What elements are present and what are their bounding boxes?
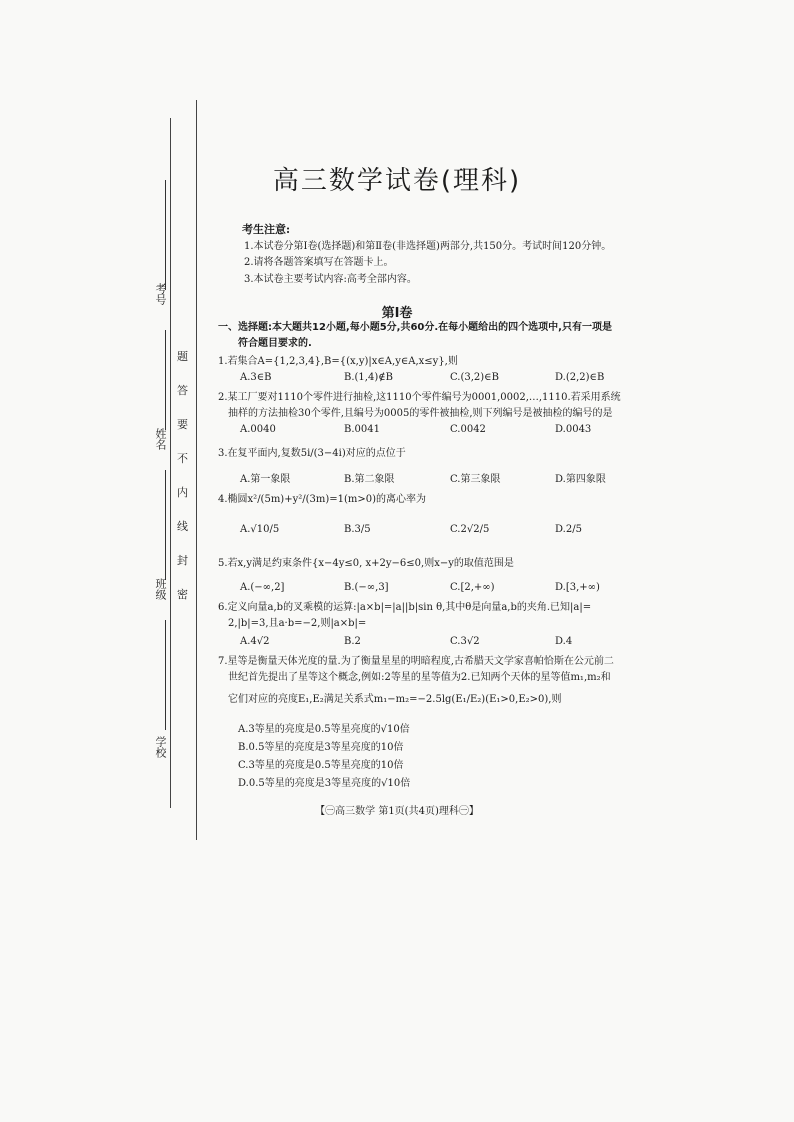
question-3 (218, 446, 658, 462)
question-3-options (240, 470, 660, 484)
option-a: A.第一象限 (240, 474, 291, 485)
option-d: D.4 (555, 636, 573, 647)
option-a: A.4√2 (240, 636, 270, 647)
seal-char: 不 (177, 452, 188, 465)
question-stem: 6.定义向量a,b的叉乘模的运算:|a×b|=|a||b|sin θ,其中θ是向量a,b的夹角.已知|a|= (218, 602, 592, 613)
option-b: B.(1,4)∉B (344, 372, 393, 383)
option-b: B.3/5 (344, 524, 371, 535)
section-title: 第Ⅰ卷 (381, 306, 413, 321)
section-instruction (218, 320, 658, 352)
label-name: 姓名 (154, 428, 167, 450)
option-d: D.0.5等星的亮度是3等星亮度的√10倍 (238, 778, 411, 789)
question-7 (218, 654, 658, 708)
question-4-options (240, 524, 660, 538)
question-stem: 它们对应的亮度E₁,E₂满足关系式m₁−m₂=−2.5lg(E₁/E₂)(E₁>0,E₂>0),则 (228, 694, 562, 705)
question-stem: 5.若x,y满足约束条件{x−4y≤0, x+2y−6≤0,则x−y的取值范围是 (218, 558, 514, 569)
option-d: D.2/5 (555, 524, 582, 535)
option-c: C.第三象限 (450, 474, 501, 485)
seal-char: 线 (177, 520, 188, 533)
option-c: C.(3,2)∈B (450, 372, 499, 383)
label-exam-number: 考号 (154, 283, 167, 305)
question-stem: 2,|b|=3,且a·b=−2,则|a×b|= (228, 618, 367, 629)
question-2-options (240, 424, 660, 438)
option-a: A.3∈B (240, 372, 272, 383)
name-line (165, 330, 166, 430)
binding-line-outer (170, 118, 171, 808)
option-b: B.第二象限 (344, 474, 395, 485)
notice-item: 3.本试卷主要考试内容:高考全部内容。 (244, 273, 417, 285)
option-b: B.(−∞,3] (344, 582, 389, 593)
question-2 (218, 390, 658, 422)
seal-char: 内 (177, 486, 188, 499)
label-class: 班级 (154, 578, 167, 600)
question-4 (218, 492, 658, 508)
notice-item: 1.本试卷分第Ⅰ卷(选择题)和第Ⅱ卷(非选择题)两部分,共150分。考试时间120分钟。 (244, 240, 612, 252)
seal-char: 答 (177, 384, 188, 397)
option-a: A.3等星的亮度是0.5等星亮度的√10倍 (238, 724, 410, 735)
option-a: A.0040 (240, 424, 276, 435)
exam-notice (242, 222, 611, 288)
option-c: C.0042 (450, 424, 486, 435)
question-stem: 世纪首先提出了星等这个概念,例如:2等星的星等值为2.已知两个天体的星等值m₁,m₂和 (228, 672, 611, 683)
question-6-options (240, 636, 660, 650)
question-stem: 抽样的方法抽检30个零件,且编号为0005的零件被抽检,则下列编号是被抽检的编号的是 (228, 408, 613, 419)
option-b: B.0041 (344, 424, 380, 435)
option-c: C.3等星的亮度是0.5等星亮度的10倍 (238, 760, 404, 771)
option-b: B.0.5等星的亮度是3等星亮度的10倍 (238, 742, 404, 753)
option-c: C.2√2/5 (450, 524, 490, 535)
option-a: A.√10/5 (240, 524, 280, 535)
question-stem: 7.星等是衡量天体光度的量.为了衡量星星的明暗程度,古希腊天文学家喜帕恰斯在公元前二 (218, 656, 614, 667)
question-stem: 1.若集合A={1,2,3,4},B={(x,y)|x∈A,y∈A,x≤y},则 (218, 356, 458, 367)
notice-heading: 考生注意: (242, 223, 291, 236)
question-1-options (240, 372, 660, 386)
option-d: D.(2,2)∈B (555, 372, 605, 383)
binding-line-inner (196, 100, 197, 840)
page-title: 高三数学试卷(理科) (272, 166, 522, 196)
notice-item: 2.请将各题答案填写在答题卡上。 (244, 257, 394, 268)
option-d: D.第四象限 (555, 474, 606, 485)
question-6 (218, 600, 658, 632)
option-c: C.3√2 (450, 636, 480, 647)
instruction-line: 符合题目要求的. (238, 338, 312, 349)
question-stem: 3.在复平面内,复数5i/(3−4i)对应的点位于 (218, 448, 406, 459)
option-c: C.[2,+∞) (450, 582, 495, 593)
school-line (165, 620, 166, 730)
option-d: D.[3,+∞) (555, 582, 600, 593)
seal-char: 题 (177, 350, 188, 363)
question-stem: 2.某工厂要对1110个零件进行抽检,这1110个零件编号为0001,0002,…,1110.若采用系统 (218, 392, 621, 403)
option-b: B.2 (344, 636, 361, 647)
seal-char: 要 (177, 418, 188, 431)
question-stem: 4.椭圆x²/(5m)+y²/(3m)=1(m>0)的离心率为 (218, 494, 427, 505)
question-5-options (240, 582, 660, 596)
option-a: A.(−∞,2] (240, 582, 285, 593)
page-footer: 【㊀高三数学 第1页(共4页)理科㊀】 (315, 806, 479, 817)
question-5 (218, 556, 658, 572)
seal-char: 密 (177, 588, 188, 601)
option-d: D.0043 (555, 424, 592, 435)
class-line (165, 470, 166, 580)
instruction-line: 一、选择题:本大题共12小题,每小题5分,共60分.在每小题给出的四个选项中,只有一项是 (218, 322, 612, 333)
label-school: 学校 (154, 736, 167, 758)
seal-char: 封 (177, 554, 188, 567)
question-1 (218, 354, 658, 370)
